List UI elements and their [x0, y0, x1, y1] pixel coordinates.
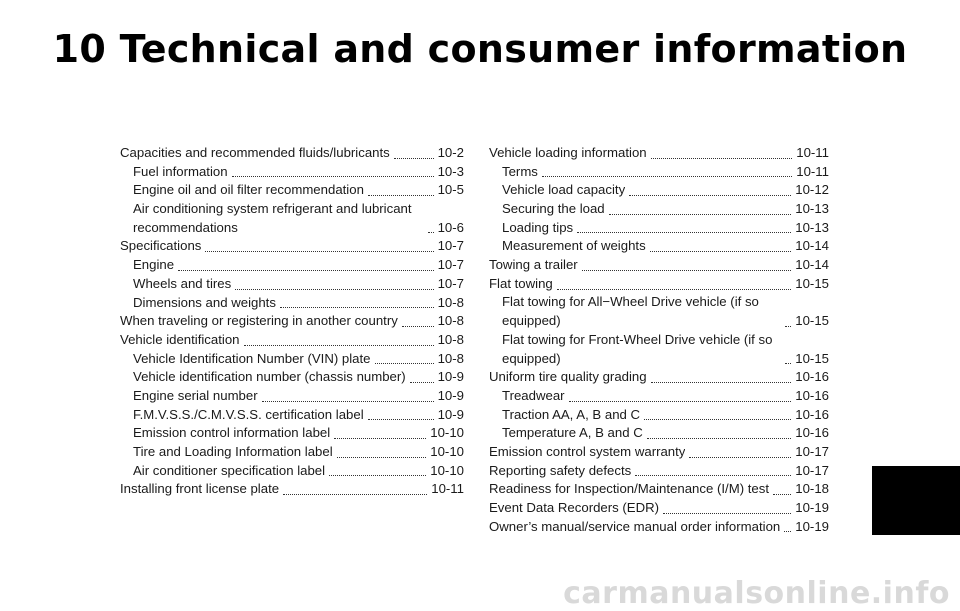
toc-entry[interactable] [120, 480, 464, 499]
dot-leader [283, 484, 427, 495]
toc-entry-title: F.M.V.S.S./C.M.V.S.S. certification label [133, 406, 364, 422]
toc-entry-title: Flat towing for Front-Wheel Drive vehicle (if so equipped) [502, 331, 773, 366]
toc-entry-page: 10-15 [795, 275, 829, 291]
toc-entry[interactable] [489, 368, 829, 387]
toc-entry[interactable] [489, 256, 829, 275]
toc-entry[interactable] [120, 350, 464, 369]
dot-leader [368, 185, 434, 196]
toc-entry-title: Securing the load [502, 201, 605, 217]
toc-entry-title: Owner’s manual/service manual order information [489, 518, 781, 534]
toc-entry-page: 10-17 [795, 444, 829, 460]
toc-entry-title: Flat towing for All−Wheel Drive vehicle (if so equipped) [502, 294, 759, 329]
toc-entry-page: 10-11 [431, 481, 464, 497]
toc-entry-page: 10-8 [437, 350, 464, 366]
toc-entry-title: Vehicle identification number (chassis number) [133, 369, 406, 385]
toc-entry-title: Specifications [120, 238, 202, 254]
toc-entry-title: Engine [133, 257, 175, 273]
dot-leader [689, 447, 791, 458]
toc-entry-title: Temperature A, B and C [502, 425, 643, 441]
toc-entry[interactable] [489, 294, 829, 331]
toc-entry-title: Vehicle loading information [489, 144, 647, 160]
dot-leader [785, 316, 791, 327]
toc-entry-page: 10-3 [437, 163, 464, 179]
dot-leader [337, 447, 427, 458]
toc-entry[interactable] [489, 144, 829, 163]
toc-entry-title: Treadwear [502, 387, 565, 403]
toc-entry-page: 10-14 [795, 238, 829, 254]
toc-entry-page: 10-16 [795, 425, 829, 441]
toc-entry-page: 10-7 [437, 238, 464, 254]
dot-leader [577, 222, 791, 233]
toc-entry-title: Vehicle load capacity [502, 182, 626, 198]
toc-entry[interactable] [489, 387, 829, 406]
dot-leader [235, 279, 433, 290]
toc-entry-page: 10-9 [437, 387, 464, 403]
dot-leader [244, 335, 434, 346]
toc-entry-page: 10-10 [430, 444, 464, 459]
toc-entry-title: Reporting safety defects [489, 462, 632, 478]
dot-leader [232, 166, 434, 177]
toc-entry[interactable] [120, 163, 464, 182]
dot-leader [402, 316, 434, 327]
toc-entry[interactable] [489, 480, 829, 499]
toc-entry[interactable] [120, 424, 464, 443]
toc-entry-page: 10-13 [795, 219, 829, 235]
dot-leader [410, 372, 434, 383]
dot-leader [569, 391, 792, 402]
toc-entry-title: Vehicle identification [120, 331, 240, 347]
dot-leader [262, 391, 434, 402]
toc-left-column [120, 144, 464, 499]
chapter-title: 10 Technical and consumer information [52, 27, 908, 71]
toc-entry[interactable] [120, 368, 464, 387]
dot-leader [629, 185, 791, 196]
toc-entry-page: 10-14 [795, 257, 829, 273]
toc-entry-page: 10-17 [795, 462, 829, 478]
dot-leader [609, 204, 792, 215]
toc-entry[interactable] [120, 200, 464, 237]
dot-leader [582, 260, 792, 271]
toc-entry-title: Event Data Recorders (EDR) [489, 500, 660, 516]
toc-entry-page: 10-2 [437, 144, 464, 160]
watermark: carmanualsonline.info [563, 576, 950, 611]
toc-entry[interactable] [489, 499, 829, 518]
toc-entry-title: Dimensions and weights [133, 294, 276, 310]
toc-entry[interactable] [489, 518, 829, 537]
toc-entry-title: Engine oil and oil filter recommendation [133, 182, 364, 198]
toc-entry-title: Flat towing [489, 275, 553, 291]
toc-entry-page: 10-16 [795, 387, 829, 403]
dot-leader [334, 428, 426, 439]
toc-entry[interactable] [120, 181, 464, 200]
toc-entry[interactable] [489, 200, 829, 219]
toc-entry-page: 10-11 [796, 163, 829, 179]
toc-entry-title: When traveling or registering in another country [120, 313, 398, 329]
toc-entry[interactable] [120, 406, 464, 425]
dot-leader [178, 260, 434, 271]
dot-leader [785, 353, 791, 364]
toc-entry[interactable] [489, 424, 829, 443]
toc-entry-title: Readiness for Inspection/Maintenance (I/M) test [489, 481, 770, 497]
toc-entry-page: 10-19 [795, 518, 829, 534]
dot-leader [280, 297, 434, 308]
toc-entry-page: 10-16 [795, 406, 829, 422]
toc-entry[interactable] [120, 331, 464, 350]
toc-right-column [489, 144, 829, 536]
toc-entry-title: Tire and Loading Information label [133, 444, 333, 459]
toc-entry-page: 10-7 [437, 275, 464, 291]
toc-entry[interactable] [120, 312, 464, 331]
toc-entry-page: 10-19 [795, 500, 829, 516]
dot-leader [663, 503, 791, 514]
toc-entry-page: 10-7 [437, 257, 464, 273]
toc-entry-page: 10-10 [430, 425, 464, 441]
toc-entry-page: 10-9 [437, 369, 464, 385]
toc-entry-page: 10-12 [795, 182, 829, 198]
dot-leader [651, 148, 793, 159]
toc-entry[interactable] [489, 443, 829, 462]
toc-entry[interactable] [489, 237, 829, 256]
toc-entry-page: 10-10 [430, 462, 464, 478]
toc-entry-page: 10-6 [437, 219, 464, 235]
toc-entry-title: Installing front license plate [120, 481, 280, 497]
dot-leader [773, 484, 791, 495]
toc-entry[interactable] [120, 237, 464, 256]
toc-entry[interactable] [489, 275, 829, 294]
dot-leader [329, 465, 426, 476]
dot-leader [635, 465, 791, 476]
toc-entry-title: Wheels and tires [133, 275, 232, 291]
toc-entry-title: Emission control information label [133, 425, 331, 441]
toc-entry[interactable] [120, 387, 464, 406]
toc-entry-page: 10-11 [796, 144, 829, 160]
toc-entry-title: Uniform tire quality grading [489, 369, 647, 385]
dot-leader [375, 353, 434, 364]
toc-entry-title: Air conditioning system refrigerant and lubricant recommendations [133, 201, 412, 235]
toc-entry-page: 10-18 [795, 481, 829, 497]
toc-entry-title: Engine serial number [133, 387, 258, 403]
toc-entry-title: Vehicle Identification Number (VIN) plate [133, 350, 371, 366]
toc-entry-title: Fuel information [133, 163, 228, 179]
toc-entry-page: 10-8 [437, 331, 464, 347]
toc-entry[interactable] [489, 163, 829, 182]
toc-entry-page: 10-15 [795, 350, 829, 366]
dot-leader [784, 521, 791, 532]
toc-entry[interactable] [120, 275, 464, 294]
toc-entry-title: Capacities and recommended fluids/lubricants [120, 144, 390, 160]
toc-entry-title: Measurement of weights [502, 238, 646, 254]
dot-leader [368, 409, 434, 420]
toc-entry-page: 10-5 [437, 182, 464, 198]
toc-entry-title: Traction AA, A, B and C [502, 406, 641, 422]
toc-entry-title: Terms [502, 163, 538, 179]
toc-entry[interactable] [489, 181, 829, 200]
toc-entry-page: 10-13 [795, 201, 829, 217]
toc-entry[interactable] [489, 331, 829, 368]
dot-leader [650, 241, 792, 252]
dot-leader [542, 166, 792, 177]
toc-entry-title: Emission control system warranty [489, 444, 686, 460]
chapter-tab-marker [872, 466, 960, 535]
dot-leader [394, 148, 434, 159]
toc-entry[interactable] [120, 144, 464, 163]
toc-entry-title: Air conditioner specification label [133, 462, 326, 478]
dot-leader [651, 372, 792, 383]
toc-entry[interactable] [120, 256, 464, 275]
toc-entry-page: 10-8 [437, 294, 464, 310]
toc-entry[interactable] [489, 219, 829, 238]
toc-entry-page: 10-9 [437, 406, 464, 422]
dot-leader [647, 428, 792, 439]
dot-leader [428, 222, 434, 233]
toc-entry-page: 10-8 [437, 313, 464, 329]
toc-entry[interactable] [120, 294, 464, 313]
toc-entry-title: Loading tips [502, 219, 574, 235]
dot-leader [644, 409, 791, 420]
toc-entry-page: 10-16 [795, 369, 829, 385]
dot-leader [205, 241, 433, 252]
toc-entry-title: Towing a trailer [489, 257, 578, 273]
toc-entry[interactable] [120, 443, 464, 462]
dot-leader [557, 279, 791, 290]
toc-entry[interactable] [489, 406, 829, 425]
toc-entry[interactable] [120, 462, 464, 481]
toc-entry-page: 10-15 [795, 313, 829, 329]
toc-entry[interactable] [489, 462, 829, 481]
